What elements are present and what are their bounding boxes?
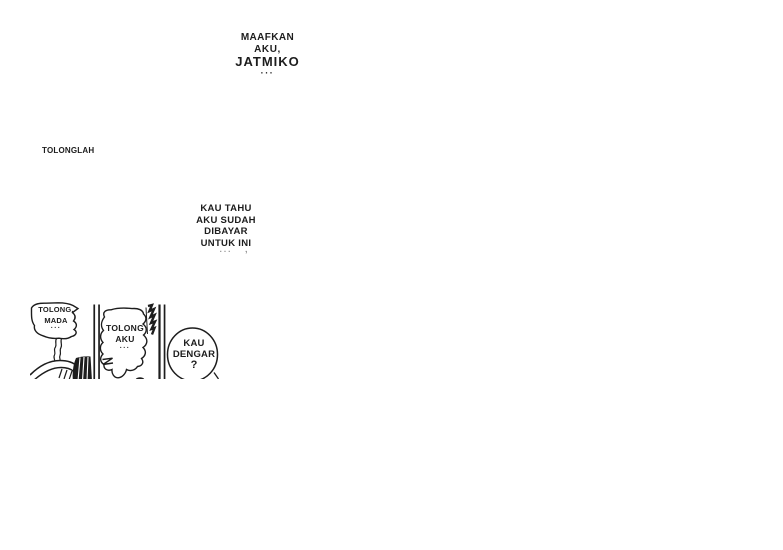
dialogue-top-ellipsis: ··· [260, 68, 275, 78]
bubble-right-line-1: KAU [183, 338, 205, 349]
comic-panel-strip [30, 302, 220, 379]
dialogue-tolonglah: TOLONGLAH [42, 146, 95, 155]
bubble-middle-text [104, 323, 146, 352]
dark-scribble [146, 305, 155, 335]
bubble-right-line-2: DENGAR [172, 349, 216, 360]
dialogue-top [205, 32, 330, 77]
bubble-right-question-mark: ? [190, 359, 198, 371]
bubble-middle-line-1: TOLONG [105, 323, 144, 333]
dialogue-top-line-1: MAAFKAN [240, 32, 295, 43]
dialogue-middle-line-2: AKU SUDAH [196, 214, 256, 226]
dialogue-top-line-2: AKU, [254, 44, 281, 55]
dialogue-middle-ellipsis: ··· [219, 247, 233, 257]
dark-blob [136, 377, 145, 379]
bubble-right-text [171, 338, 217, 371]
bubble-tail [54, 339, 57, 361]
artwork-arm [30, 356, 92, 379]
dialogue-middle [183, 203, 269, 259]
panel-border-line [158, 305, 160, 380]
cut-off-text-fragment: ʼ [245, 249, 248, 259]
bubble-left-line-1: TOLONG, [38, 305, 74, 314]
bubble-tail [60, 339, 62, 361]
bubble-tick [214, 373, 219, 380]
bubble-left-text [33, 305, 79, 332]
dialogue-middle-line-3: DIBAYAR [204, 226, 248, 238]
bubble-left-line-2: MADA [44, 315, 68, 325]
dialogue-top-line-3: JATMIKO [235, 54, 300, 69]
panel-border-line [164, 305, 166, 380]
panel-border-line [93, 305, 95, 380]
dialogue-middle-line-4: UNTUK INI [200, 237, 252, 249]
bubble-middle-line-2: AKU [115, 334, 135, 344]
panel-border-line [98, 305, 100, 380]
bubble-left-ellipsis: ··· [50, 325, 62, 332]
bubble-middle-ellipsis: ··· [119, 345, 131, 352]
dialogue-middle-line-1: KAU TAHU [200, 203, 252, 214]
